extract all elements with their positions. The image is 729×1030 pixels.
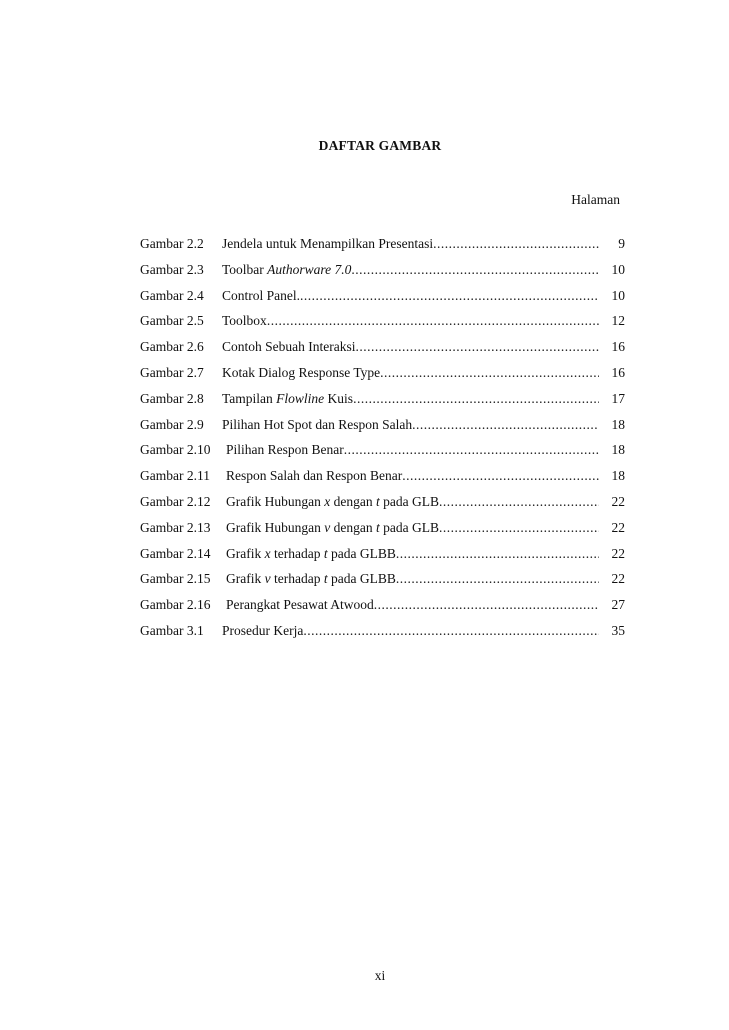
- leader-dots: [351, 262, 599, 278]
- figure-page-number: 18: [611, 416, 625, 432]
- leader-dots: [433, 236, 599, 252]
- figure-caption: Grafik Hubungan → v dengan t pada GLB: [222, 520, 439, 536]
- page-number: xi: [374, 968, 386, 983]
- figure-list: [140, 236, 625, 649]
- figure-entry: [140, 571, 625, 597]
- figure-entry: [140, 597, 625, 623]
- figure-entry: [140, 339, 625, 365]
- figure-caption: Jendela untuk Menampilkan Presentasi: [222, 236, 434, 251]
- figure-label: Gambar 2.13: [140, 519, 211, 535]
- figure-label: Gambar 2.2: [140, 236, 204, 251]
- figure-entry: [140, 623, 625, 649]
- leader-dots: [303, 623, 599, 639]
- figure-label: Gambar 2.8: [140, 390, 204, 406]
- figure-caption: Tampilan Flowline Kuis: [222, 390, 354, 406]
- figure-caption: Prosedur Kerja: [222, 622, 304, 638]
- figure-caption: Toolbox: [222, 313, 267, 329]
- figure-page-number: 22: [611, 571, 625, 587]
- figure-caption: Pilihan Respon Benar: [226, 442, 344, 458]
- figure-page-number: 35: [611, 622, 625, 638]
- figure-label: Gambar 2.4: [140, 287, 204, 303]
- vector-symbol: → v: [265, 571, 271, 587]
- leader-dots: [300, 288, 599, 304]
- leader-dots: [353, 391, 599, 407]
- figure-caption: Toolbar Authorware 7.0: [222, 261, 352, 277]
- figure-caption: Kotak Dialog Response Type: [222, 364, 381, 380]
- figure-entry: [140, 546, 625, 572]
- vector-symbol: → v: [324, 520, 330, 536]
- figure-caption: Grafik Hubungan → x dengan t pada GLB: [222, 494, 439, 510]
- figure-caption: Grafik → v terhadap t pada GLBB: [222, 571, 396, 587]
- figure-page-number: 16: [611, 339, 625, 355]
- figure-label: Gambar 3.1: [140, 622, 204, 638]
- figure-entry: [140, 288, 625, 314]
- figure-page-number: 12: [611, 313, 625, 329]
- figure-page-number: 17: [611, 390, 625, 406]
- figure-label: Gambar 2.6: [140, 339, 204, 355]
- vector-symbol: → x: [265, 546, 271, 562]
- figure-label: Gambar 2.11: [140, 468, 210, 484]
- figure-label: Gambar 2.3: [140, 261, 204, 277]
- figure-label: Gambar 2.12: [140, 493, 211, 509]
- leader-dots: [412, 417, 599, 433]
- leader-dots: [439, 494, 599, 510]
- figure-page-number: 10: [611, 261, 625, 277]
- leader-dots: [380, 365, 599, 381]
- figure-label: Gambar 2.9: [140, 416, 204, 432]
- figure-caption: Pilihan Hot Spot dan Respon Salah: [222, 416, 413, 432]
- figure-label: Gambar 2.7: [140, 364, 204, 380]
- vector-symbol: → x: [324, 494, 330, 510]
- figure-caption: Contoh Sebuah Interaksi: [222, 339, 356, 355]
- figure-label: Gambar 2.15: [140, 571, 211, 587]
- figure-label: Gambar 2.10: [140, 442, 211, 458]
- leader-dots: [355, 339, 599, 355]
- figure-entry: [140, 391, 625, 417]
- figure-entry: [140, 520, 625, 546]
- figure-page-number: 9: [618, 236, 625, 251]
- leader-dots: [344, 442, 599, 458]
- figure-page-number: 22: [611, 545, 625, 561]
- leader-dots: [396, 571, 599, 587]
- leader-dots: [402, 468, 599, 484]
- figure-entry: [140, 262, 625, 288]
- figure-page-number: 18: [611, 442, 625, 458]
- figure-label: Gambar 2.16: [140, 597, 211, 613]
- figure-page-number: 16: [611, 364, 625, 380]
- figure-caption: Respon Salah dan Respon Benar: [226, 468, 403, 484]
- page-column-header: Halaman: [571, 192, 620, 207]
- figure-page-number: 10: [611, 287, 625, 303]
- page-title: DAFTAR GAMBAR: [318, 138, 442, 153]
- figure-page-number: 22: [611, 519, 625, 535]
- figure-page-number: 27: [611, 597, 625, 613]
- figure-entry: [140, 494, 625, 520]
- leader-dots: [439, 520, 599, 536]
- figure-label: Gambar 2.5: [140, 313, 204, 329]
- leader-dots: [267, 313, 599, 329]
- figure-entry: [140, 417, 625, 443]
- leader-dots: [396, 546, 599, 562]
- figure-page-number: 18: [611, 468, 625, 484]
- figure-entry: [140, 468, 625, 494]
- figure-entry: [140, 236, 625, 262]
- figure-caption: Perangkat Pesawat Atwood: [226, 597, 374, 613]
- figure-entry: [140, 313, 625, 339]
- figure-label: Gambar 2.14: [140, 545, 211, 561]
- figure-entry: [140, 365, 625, 391]
- figure-caption: Grafik → x terhadap t pada GLBB: [222, 546, 396, 562]
- figure-entry: [140, 442, 625, 468]
- figure-page-number: 22: [611, 493, 625, 509]
- figure-caption: Control Panel.: [222, 287, 300, 303]
- leader-dots: [374, 597, 599, 613]
